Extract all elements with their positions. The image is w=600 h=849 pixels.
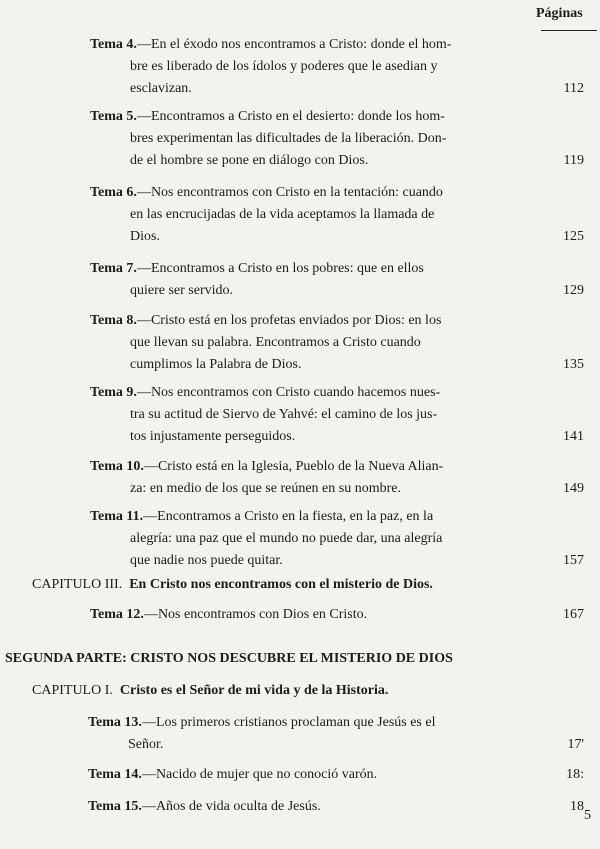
entry-page-number: 18:	[566, 767, 584, 782]
entry-line: bre es liberado de los ídolos y poderes que le asedian y	[130, 59, 438, 74]
entry-line: tra su actitud de Siervo de Yahvé: el camino de los jus-	[130, 407, 438, 422]
entry-page-number: 129	[563, 283, 584, 298]
part-heading: SEGUNDA PARTE: CRISTO NOS DESCUBRE EL MISTERIO DE DIOS	[5, 651, 453, 666]
toc-entry-tema-15	[88, 796, 488, 818]
chapter-title: En Cristo nos encontramos con el misterio de Dios.	[129, 577, 433, 592]
entry-line: alegría: una paz que el mundo no puede dar, una alegría	[130, 531, 443, 546]
entry-line: —Nacido de mujer que no conoció varón.	[141, 767, 378, 782]
entry-page-number: 135	[563, 357, 584, 372]
entry-line: —Cristo está en la Iglesia, Pueblo de la Nueva Alian-	[143, 459, 444, 474]
entry-line: esclavizan.	[130, 81, 192, 96]
entry-page-number: 119	[563, 153, 584, 168]
entry-line: de el hombre se pone en diálogo con Dios.	[130, 153, 369, 168]
entry-line: —Encontramos a Cristo en los pobres: que en ellos	[136, 261, 424, 276]
entry-label: Tema 11.	[90, 509, 144, 524]
toc-entry-tema-8	[90, 310, 490, 376]
chapter-label: CAPITULO III.	[32, 577, 123, 592]
toc-entry-tema-5	[90, 106, 490, 172]
entry-label: Tema 13.	[88, 715, 142, 730]
entry-line: tos injustamente perseguidos.	[130, 429, 296, 444]
entry-page-number: 17'	[567, 737, 584, 752]
entry-page-number: 125	[563, 229, 584, 244]
entry-line: que llevan su palabra. Encontramos a Cristo cuando	[130, 335, 421, 350]
entry-page-number: 141	[563, 429, 584, 444]
chapter-heading	[32, 574, 433, 596]
entry-line: Señor.	[128, 737, 164, 752]
entry-line: —Los primeros cristianos proclaman que Jesús es el	[141, 715, 436, 730]
toc-entry-tema-12	[90, 604, 490, 626]
header-rule	[541, 30, 597, 31]
page-number: 5	[584, 808, 591, 823]
toc-entry-tema-7	[90, 258, 490, 302]
entry-line: Dios.	[130, 229, 160, 244]
entry-label: Tema 12.	[90, 607, 144, 622]
entry-page-number: 112	[563, 81, 584, 96]
entry-label: Tema 6.	[90, 185, 137, 200]
entry-label: Tema 15.	[88, 799, 142, 814]
entry-line: en las encrucijadas de la vida aceptamos la llamada de	[130, 207, 435, 222]
entry-label: Tema 4.	[90, 37, 137, 52]
entry-line: que nadie nos puede quitar.	[130, 553, 283, 568]
entry-label: Tema 5.	[90, 109, 137, 124]
entry-line: —Nos encontramos con Dios en Cristo.	[143, 607, 368, 622]
toc-entry-tema-14	[88, 764, 488, 786]
chapter-heading	[32, 680, 388, 702]
entry-line: —Nos encontramos con Cristo en la tentación: cuando	[136, 185, 443, 200]
entry-line: za: en medio de los que se reúnen en su nombre.	[130, 481, 401, 496]
entry-page-number: 18	[570, 799, 584, 814]
entry-label: Tema 8.	[90, 313, 137, 328]
chapter-label: CAPITULO I.	[32, 683, 113, 698]
paginas-header: Páginas	[536, 6, 583, 21]
entry-line: cumplimos la Palabra de Dios.	[130, 357, 302, 372]
entry-label: Tema 10.	[90, 459, 144, 474]
toc-entry-tema-4	[90, 34, 490, 100]
entry-label: Tema 14.	[88, 767, 142, 782]
toc-entry-tema-11	[90, 506, 490, 572]
chapter-title: Cristo es el Señor de mi vida y de la Historia.	[119, 683, 389, 698]
entry-line: —Encontramos a Cristo en el desierto: donde los hom-	[136, 109, 445, 124]
toc-entry-tema-9	[90, 382, 490, 448]
entry-page-number: 149	[563, 481, 584, 496]
toc-entry-tema-6	[90, 182, 490, 248]
entry-line: quiere ser servido.	[130, 283, 234, 298]
entry-line: bres experimentan las dificultades de la liberación. Don-	[130, 131, 447, 146]
entry-page-number: 167	[563, 607, 584, 622]
entry-line: —Años de vida oculta de Jesús.	[141, 799, 321, 814]
entry-line: —En el éxodo nos encontramos a Cristo: donde el hom-	[136, 37, 452, 52]
entry-label: Tema 7.	[90, 261, 137, 276]
entry-page-number: 157	[563, 553, 584, 568]
entry-line: —Nos encontramos con Cristo cuando hacemos nues-	[136, 385, 441, 400]
entry-line: —Cristo está en los profetas enviados por Dios: en los	[136, 313, 442, 328]
entry-line: —Encontramos a Cristo en la fiesta, en la paz, en la	[143, 509, 434, 524]
toc-entry-tema-10	[90, 456, 490, 500]
toc-entry-tema-13	[88, 712, 488, 756]
entry-label: Tema 9.	[90, 385, 137, 400]
